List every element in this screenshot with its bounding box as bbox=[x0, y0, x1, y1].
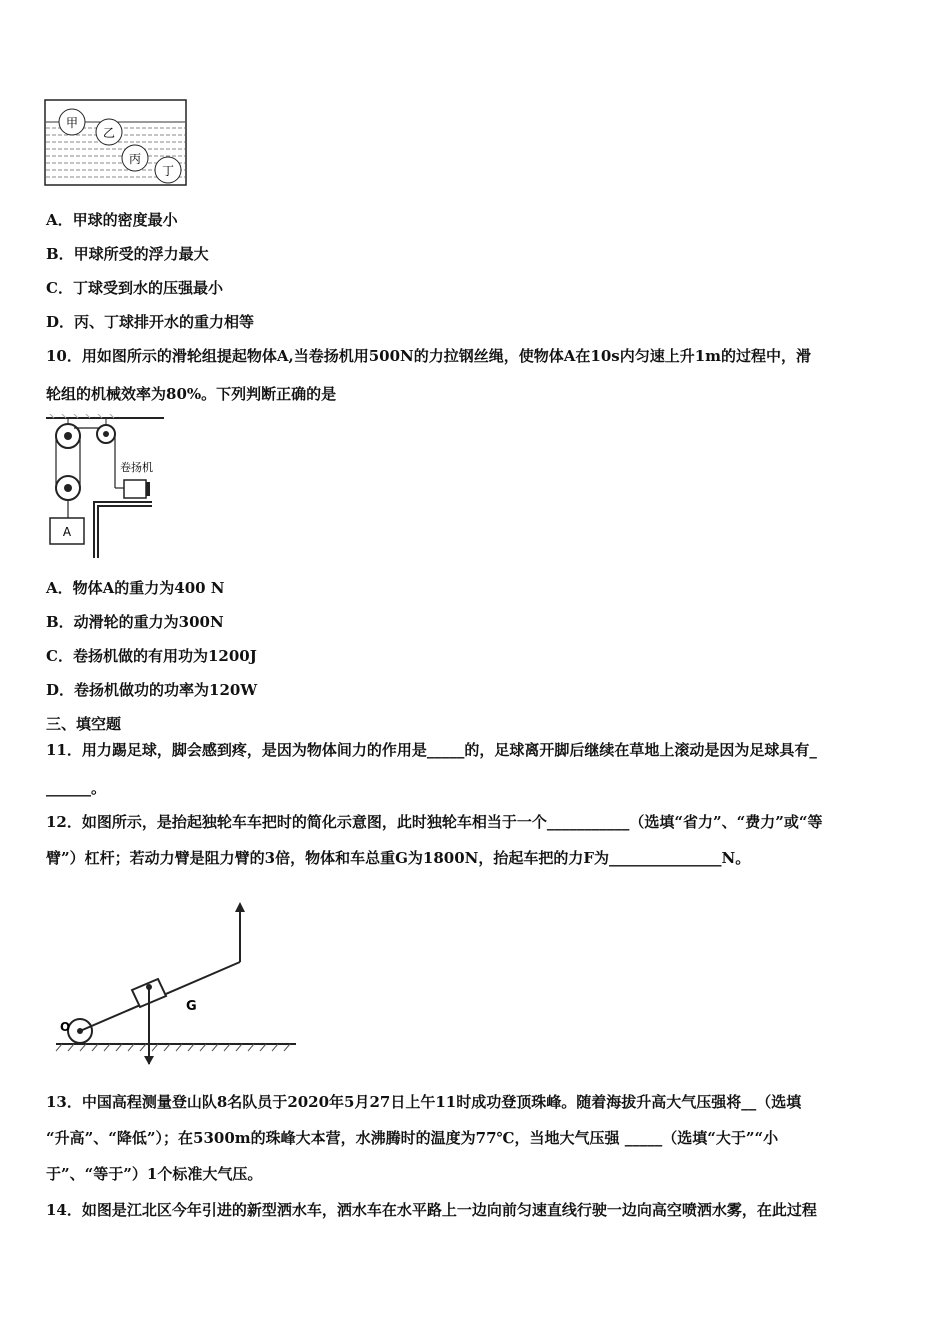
ground bbox=[56, 1044, 296, 1051]
q10-stem-line1: 10．用如图所示的滑轮组提起物体A,当卷扬机用500N的力拉钢丝绳，使物体A在10s内匀速上升1m的过程中，滑 bbox=[46, 347, 812, 365]
q9-option-c: C．丁球受到水的压强最小 bbox=[46, 279, 223, 297]
q12-line2: 臂”）杠杆；若动力臂是阻力臂的3倍，物体和车总重G为1800N，抬起车把的力F为_______________N。 bbox=[46, 849, 751, 867]
block-a bbox=[50, 518, 84, 544]
fixed-pulley-right bbox=[97, 418, 115, 443]
q9-option-b: B．甲球所受的浮力最大 bbox=[46, 245, 209, 263]
fixed-pulley-left bbox=[56, 418, 80, 448]
ball-bing bbox=[122, 145, 148, 171]
q10-stem-line2: 轮组的机械效率为80%。下列判断正确的是 bbox=[46, 385, 337, 403]
gravity-label-g: G bbox=[186, 999, 197, 1014]
ball-yi bbox=[96, 119, 122, 145]
q13-line1: 13．中国高程测量登山队8名队员于2020年5月27日上午11时成功登顶珠峰。随着海拔升高大气压强将__（选填 bbox=[46, 1093, 802, 1111]
q13-line2: “升高”、“降低”）；在5300m的珠峰大本营，水沸腾时的温度为77℃，当地大气压强 _____（选填“大于”“小 bbox=[46, 1129, 779, 1147]
movable-pulley bbox=[56, 476, 80, 500]
ball-jia bbox=[59, 109, 85, 135]
q9-option-a: A．甲球的密度最小 bbox=[46, 211, 178, 229]
wall-ledge bbox=[94, 502, 152, 558]
q12-line1: 12．如图所示，是抬起独轮车车把时的简化示意图，此时独轮车相当于一个___________（选填“省力”、“费力”或“等 bbox=[46, 813, 823, 831]
section-title: 三、填空题 bbox=[46, 715, 122, 733]
svg-text:卷扬机: 卷扬机 bbox=[120, 461, 153, 474]
q13-line3: 于”、“等于”）1个标准大气压。 bbox=[46, 1165, 263, 1183]
fulcrum-label-o: O bbox=[60, 1020, 71, 1034]
q9-option-d: D．丙、丁球排开水的重力相等 bbox=[46, 313, 255, 331]
q11-line1: 11．用力踢足球，脚会感到疼，是因为物体间力的作用是_____的，足球离开脚后继续在草地上滚动是因为足球具有_ bbox=[46, 741, 817, 759]
balls-in-water-figure bbox=[44, 98, 188, 188]
ball-ding bbox=[155, 157, 181, 183]
q11-line2: ______。 bbox=[46, 779, 107, 797]
svg-text:A: A bbox=[62, 525, 72, 539]
svg-text:甲: 甲 bbox=[65, 116, 79, 130]
pulley-winch-figure bbox=[44, 414, 174, 560]
q10-option-b: B．动滑轮的重力为300N bbox=[46, 613, 224, 631]
q10-option-a: A．物体A的重力为400 N bbox=[46, 579, 225, 597]
svg-text:丙: 丙 bbox=[128, 152, 142, 166]
q14-line1: 14．如图是江北区今年引进的新型洒水车，洒水车在水平路上一边向前匀速直线行驶一边向高空喷洒水雾，在此过程 bbox=[46, 1201, 817, 1219]
lift-force-arrow bbox=[235, 902, 245, 962]
q10-option-d: D．卷扬机做功的功率为120W bbox=[46, 681, 258, 699]
wheelbarrow-lever-figure bbox=[52, 894, 302, 1066]
q10-option-c: C．卷扬机做的有用功为1200J bbox=[46, 647, 257, 665]
svg-text:丁: 丁 bbox=[161, 164, 175, 178]
svg-text:乙: 乙 bbox=[102, 126, 116, 140]
winch bbox=[120, 460, 153, 498]
